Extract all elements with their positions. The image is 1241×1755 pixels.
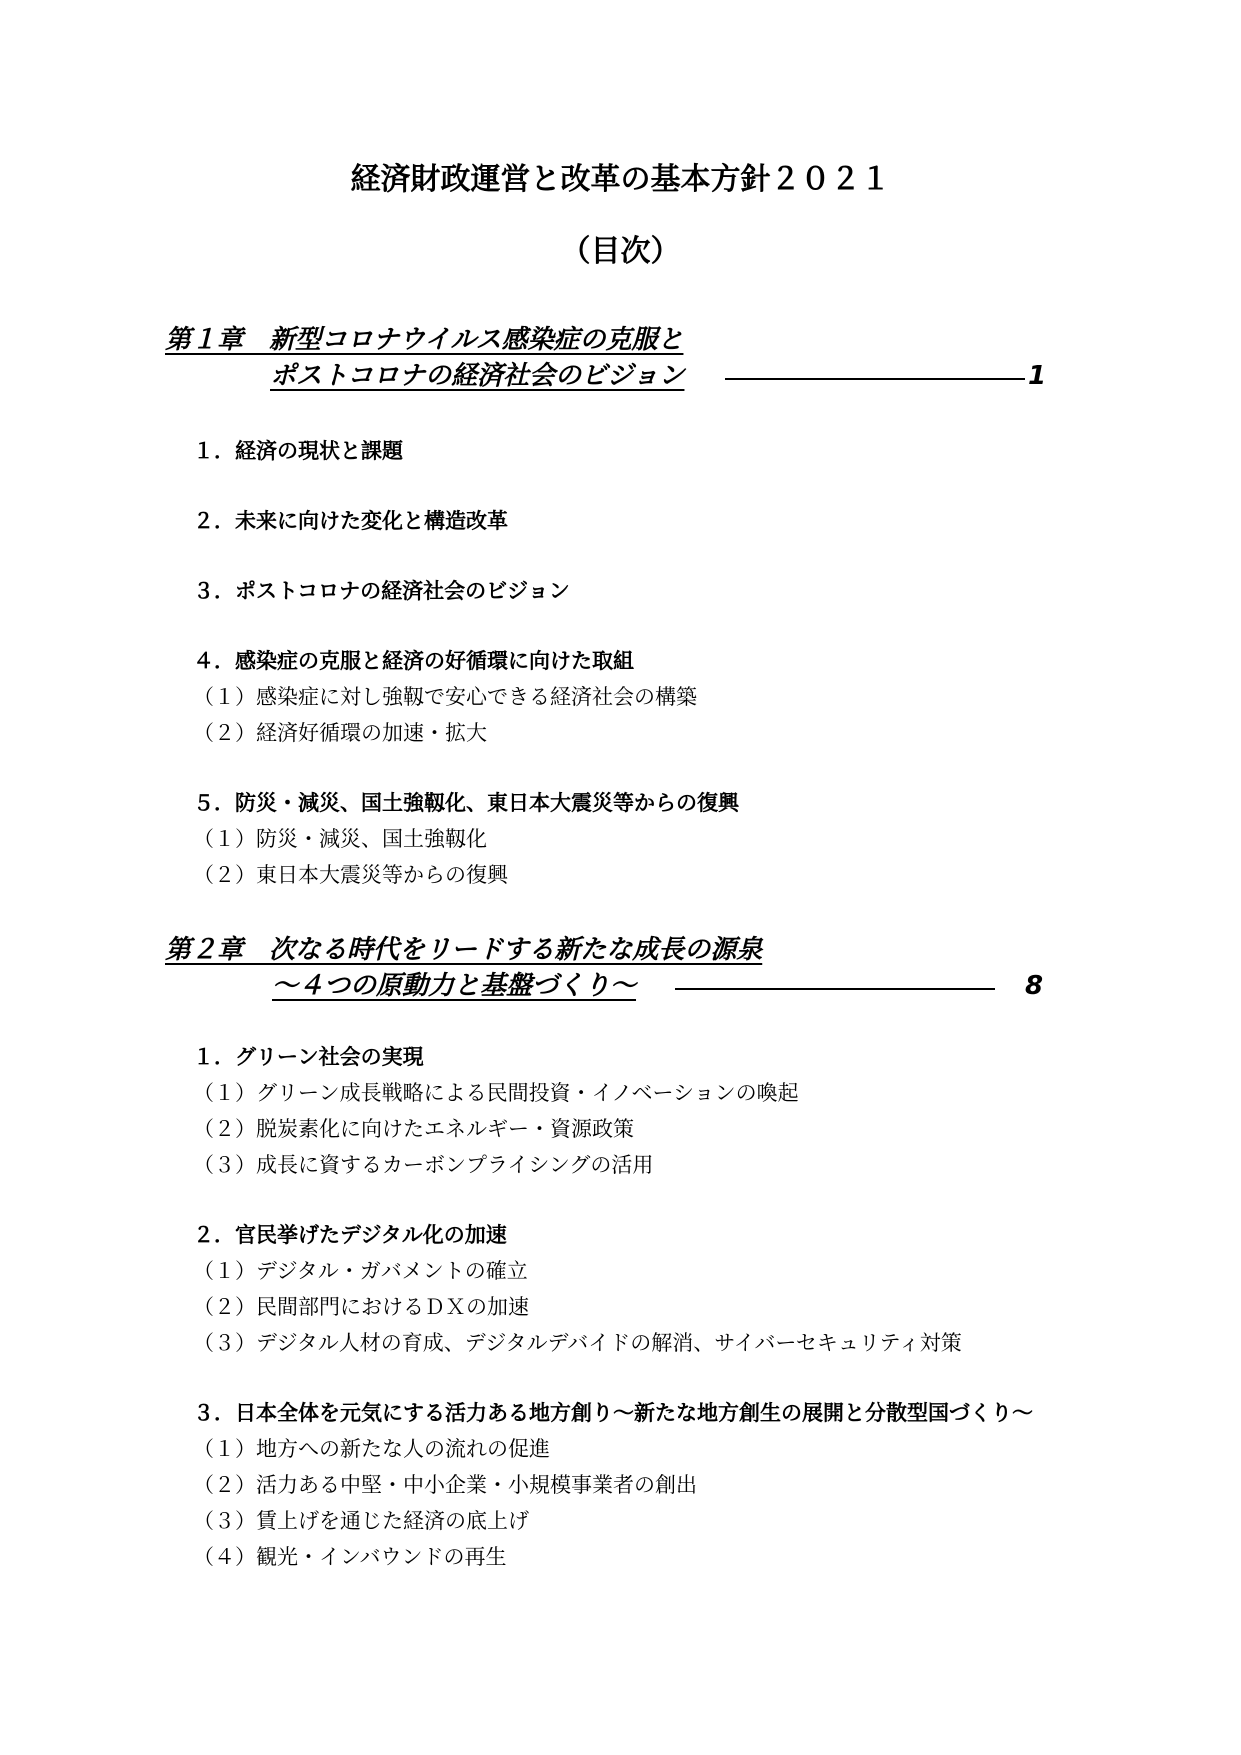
chapter-1-section-4-item-1[interactable]: （１）感染症に対し強靱で安心できる経済社会の構築 [193, 685, 697, 709]
chapter-1-section-1[interactable]: １．経済の現状と課題 [193, 439, 403, 463]
chapter-2-section-3-item-1[interactable]: （１）地方への新たな人の流れの促進 [193, 1437, 550, 1461]
chapter-1-section-4[interactable]: ４．感染症の克服と経済の好循環に向けた取組 [193, 649, 634, 673]
chapter-2-section-1[interactable]: １．グリーン社会の実現 [193, 1045, 424, 1069]
document-title: 経済財政運営と改革の基本方針２０２１ [350, 162, 891, 197]
chapter-1-section-5[interactable]: ５．防災・減災、国土強靱化、東日本大震災等からの復興 [193, 791, 739, 815]
chapter-2-section-3[interactable]: ３．日本全体を元気にする活力ある地方創り～新たな地方創生の展開と分散型国づくり～ [193, 1401, 1033, 1425]
chapter-2-section-2-item-3[interactable]: （３）デジタル人材の育成、デジタルデバイドの解消、サイバーセキュリティ対策 [193, 1331, 962, 1355]
chapter-1-heading-line2[interactable]: ポストコロナの経済社会のビジョン [270, 361, 685, 391]
document-subtitle: （目次） [560, 234, 681, 269]
chapter-2-section-1-item-3[interactable]: （３）成長に資するカーボンプライシングの活用 [193, 1153, 654, 1177]
chapter-2-heading-line1[interactable]: 第２章 次なる時代をリードする新たな成長の源泉 [165, 935, 763, 965]
chapter-1-section-3[interactable]: ３．ポストコロナの経済社会のビジョン [193, 579, 570, 603]
chapter-2-page-number: 8 [1025, 971, 1044, 1001]
chapter-2-section-1-item-1[interactable]: （１）グリーン成長戦略による民間投資・イノベーションの喚起 [193, 1081, 799, 1105]
chapter-2-section-1-item-2[interactable]: （２）脱炭素化に向けたエネルギー・資源政策 [193, 1117, 634, 1141]
chapter-1-section-5-item-2[interactable]: （２）東日本大震災等からの復興 [193, 863, 508, 887]
chapter-2-section-3-item-3[interactable]: （３）賃上げを通じた経済の底上げ [193, 1509, 529, 1533]
chapter-2-section-2[interactable]: ２．官民挙げたデジタル化の加速 [193, 1223, 507, 1247]
chapter-1-section-2[interactable]: ２．未来に向けた変化と構造改革 [193, 509, 508, 533]
chapter-2-section-2-item-2[interactable]: （２）民間部門におけるＤＸの加速 [193, 1295, 529, 1319]
chapter-2-section-3-item-2[interactable]: （２）活力ある中堅・中小企業・小規模事業者の創出 [193, 1473, 697, 1497]
chapter-2-section-3-item-4[interactable]: （４）観光・インバウンドの再生 [193, 1545, 507, 1569]
chapter-1-section-4-item-2[interactable]: （２）経済好循環の加速・拡大 [193, 721, 487, 745]
chapter-1-leader-line [725, 378, 1025, 380]
chapter-1-page-number: 1 [1028, 361, 1047, 391]
chapter-2-section-2-item-1[interactable]: （１）デジタル・ガバメントの確立 [193, 1259, 528, 1283]
chapter-1-heading-line1[interactable]: 第１章 新型コロナウイルス感染症の克服と [165, 325, 684, 355]
chapter-1-section-5-item-1[interactable]: （１）防災・減災、国土強靱化 [193, 827, 487, 851]
chapter-2-leader-line [675, 988, 995, 990]
chapter-2-heading-line2[interactable]: ～４つの原動力と基盤づくり～ [272, 971, 637, 1001]
